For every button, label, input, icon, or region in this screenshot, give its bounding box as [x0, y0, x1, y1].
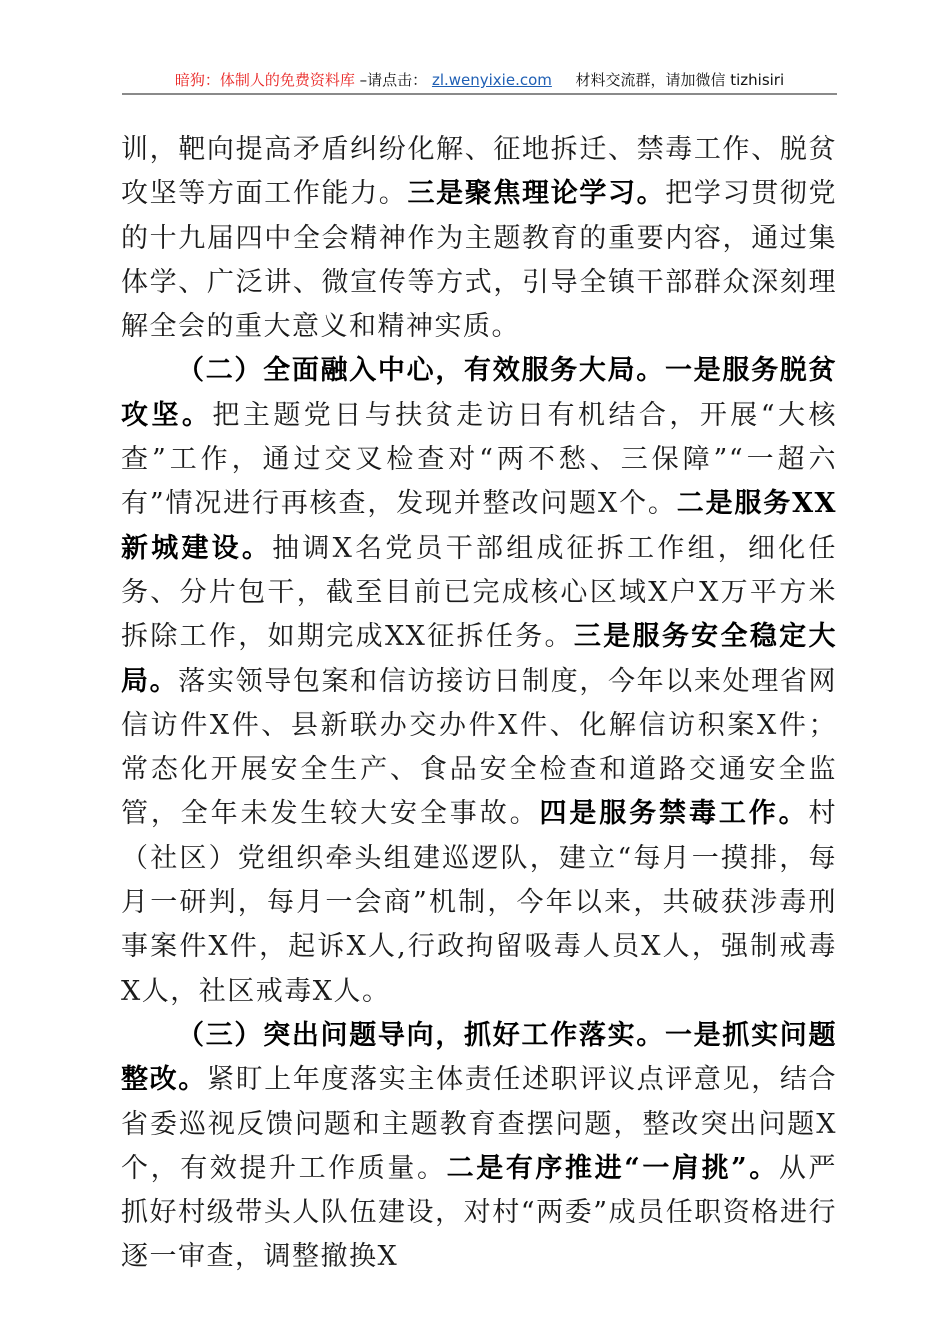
paragraph-2 [121, 349, 837, 1013]
paragraph-1 [121, 128, 837, 349]
text-run: 紧盯上年度落实主体责任述职评议点评意见，结合省委巡视反馈问题和主题教育查摆问题，整改突出问题X个，有效提升工作质量。 [121, 1064, 837, 1184]
header-divider [122, 93, 837, 95]
text-run: 村（社区）党组织牵头组建巡逻队，建立“每月一摸排，每月一研判，每月一会商”机制，今年以来，共破获涉毒刑事案件X件，起诉X人,行政拘留吸毒人员X人，强制戒毒X人，社区戒毒X人。 [121, 798, 838, 1007]
header-click-prompt: –请点击： [359, 71, 428, 89]
text-run: 落实领导包案和信访接访日制度，今年以来处理省网信访件X件、县新联办交办件X件、化解信访积案X件；常态化开展安全生产、食品安全检查和道路交通安全监管，全年未发生较大安全事故。 [121, 665, 838, 830]
section-heading: （三）突出问题导向，抓好工作落实。一是抓实问题整改。 [121, 1019, 837, 1096]
header-link[interactable]: zl.wenyixie.com [431, 71, 552, 89]
bold-heading: 三是聚焦理论学习。 [407, 178, 666, 210]
text-run: 把主题党日与扶贫走访日有机结合，开展“大核查”工作，通过交叉检查对“两不愁、三保障”“一超六有”情况进行再核查，发现并整改问题X个。 [121, 399, 838, 520]
text-run: 从严抓好村级带头人队伍建设，对村“两委”成员任职资格进行逐一审查，调整撤换X [121, 1152, 838, 1273]
bold-heading: 四是服务禁毒工作。 [539, 798, 809, 830]
header-brand: 暗狗：体制人的免费资料库 [174, 71, 355, 89]
text-run: 训，靶向提高矛盾纠纷化解、征地拆迁、禁毒工作、脱贫攻坚等方面工作能力。 [121, 134, 837, 210]
text-run: 抽调X名党员干部组成征拆工作组，细化任务、分片包干，截至目前已完成核心区域X户X万平方米拆除工作，如期完成XX征拆任务。 [121, 532, 837, 653]
page-header-banner [122, 66, 837, 94]
header-wechat-text: 材料交流群，请加微信 tizhisiri [575, 71, 785, 89]
paragraph-3 [121, 1014, 837, 1280]
text-run: 把学习贯彻党的十九届四中全会精神作为主题教育的重要内容，通过集体学、广泛讲、微宣传等方式，引导全镇干部群众深刻理解全会的重大意义和精神实质。 [121, 178, 838, 343]
bold-heading: 三是服务安全稳定大局。 [121, 621, 837, 697]
document-body [121, 128, 837, 1280]
section-heading: （二）全面融入中心，有效服务大局。一是服务脱贫攻坚。 [121, 355, 837, 431]
bold-heading: 二是服务XX新城建设。 [121, 488, 837, 564]
bold-heading: 二是有序推进“一肩挑”。 [446, 1152, 779, 1184]
